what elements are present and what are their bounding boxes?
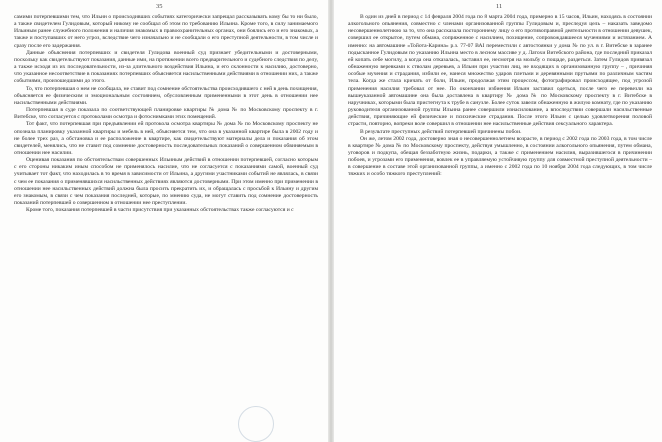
left-paragraph: самими потерпевшими тем, что Ильин о происходивших событиях категорически запрещал рассказывать кому бы то ни было, а также свидетелем Гулидовым, который никому не сообщал об этом по требованию Ильина. Кроме того, в силу занимаемого Ильиным ранее служебного положения и наличия знакомых в правоохранительных органах, они боялись его и его знакомых, а также и поступавших от него угроз, вследствие чего изначально и не сообщали о его преступной деятельности, в том числе и сразу после его задержания. [14, 14, 318, 49]
official-stamp [238, 406, 274, 442]
left-paragraph: Оценивая показания по обстоятельствам совершенных Ильиным действий в отношении потерпевшей, согласно которым с его стороны никаким иным способом не применялось насилие, что не согласуется с показаниями самой, военный суд учитывает тот факт, что находилась в то время в зависимости от Ильина, а другими участниками событий не являлась, в связи с чем ее показания о применявшихся насильственных действиях являются достоверными. При этом именно при применении в отношении нее насильственных действий должна была просить прекратить их, и обращалась с просьбой к Ильину и другим его знакомым, в связи с чем показания последней, которые, по мнению суда, не могут ставить под сомнение достоверность показаний потерпевшей о совершенном в отношении нее преступлении. [14, 157, 318, 207]
right-page-text [348, 14, 652, 179]
left-paragraph: То, что потерпевшая о нем не сообщала, не ставит под сомнение обстоятельства происходившего с ней в день похищения, объясняется ее физическим и эмоциональным состоянием, обусловленным примененными в этот день в отношении нее насильственными действиями. [14, 85, 318, 106]
right-paragraph: В результате преступных действий потерпевшей причинены побои. [360, 128, 522, 135]
right-page-number: 11 [496, 3, 503, 10]
left-paragraph: Потерпевшая в суде показала по соответствующей планировке квартиры № дома № по Московскому проспекту в г. Витебске, что согласуется с протоколами осмотра и фотоснимками этих помещений. [14, 107, 318, 121]
left-page-number: 35 [156, 3, 163, 10]
right-paragraph: Он же, летом 2002 года, достоверно зная о несовершеннолетнем возрасте, в период с 2002 года по 2003 года, в том числе в квартире № дома № по Московскому проспекту, действуя умышленно, в состоянии алкогольного опьянения, путем обмана, уговоров и подкупа, обещая беззаботную жизнь, подарки, а также с применением насилия, выразившегося в причинении побоев, и угрозами его применения, вовлек ее в управляемую устойчивую группу для совместной преступной деятельности – в совершение в составе этой организованной группы, а именно с 2002 года по 10 ноября 2004 года следующих, в том числе тяжких и особо тяжкого преступлений: [348, 135, 652, 178]
left-paragraph: Данные объяснения потерпевших и свидетеля Гулидова военный суд признает убедительными и достоверными, поскольку как свидетельствуют показания, данные ими, на протяжении всего предварительного и судебного следствия по делу, а также исходя из их последовательности, из-за длительного воздействия Ильина, и его склонности к насилию, достоверно, что указанное несоответствие в показаниях потерпевших объясняется насильственными действиями в отношении них, а также событиями, произошедшими до этого. [14, 49, 318, 85]
right-paragraph: В один из дней в период с 14 февраля 2004 года по 8 марта 2004 года, примерно в 15 часов, Ильин, находясь в состоянии алкогольного опьянения, совместно с членами организованной группы Гулидовым и, преследуя цель – наказать заведомо несовершеннолетнюю за то, что она рассказала постороннему лицу о его противоправной деятельности в отношении девушек, совершил ее открытое, путем обмана, сопряженное с насилием, похищение, сопровождавшееся мучениями и истязанием. А именно: на автомашине «Тойота-Карина» р.з. 77-07 ВАI переместили с автостоянки у дома № по ул. в г. Витебске в заранее подысканное Гулидовым по указанию Ильина место в лесном массиве у д. Латохи Витебского района, где последний приказал ей копать себе могилу, а когда она отказалась, заставил ее, несмотря на мольбу о пощаде, раздеться. Затем Гулидов привязал обнаженную веревками к стволам деревьев, а Ильин при участии лиц, не входящих в организованную группу – , причиняя особые мучения и страдания, избили ее, нанеся множество ударов плетьми и деревянными прутьями по различным частям тела. Когда же стала кричать от боли, Ильин, продолжая этим процессом, фотографировал происходящее, под угрозой применения насилия требовал от нее. По окончании избиения Ильин заставил одеться, после чего ее перевезли на вышеуказанной автомашине она была доставлена в квартиру № дома № по Московскому проспекту в г. Витебске в наручниках, которыми была пристегнута к трубе в санузле. Более суток завели обнаженную в жилую комнату, где по указанию руководителя организованной группы Ильина ранее совершили изнасилование, а впоследствии совершали насильственные действия, причиняющие ей физические и психические страдания. После этого Ильин с целью удовлетворения половой страсти, повторно, вопреки воле совершил в отношении нее насильственные действия сексуального характера. [348, 14, 652, 128]
left-paragraph: Тот факт, что потерпевшая при предъявлении ей протокола осмотра квартиры № дома № по Московскому проспекту не опознала планировку указанной квартиры и мебель в ней, объясняется тем, что она в указанной квартире была в 2002 году и не более трех раз, а обстановка и ее расположение в квартире, как свидетельствуют материалы дела и показания об этом свидетелей, менялись, что не ставит под сомнение достоверность последовательных показаний о совершенном обвиняемым в отношении нее насилии. [14, 121, 318, 156]
left-page-text [14, 14, 318, 214]
left-paragraph: Кроме того, показания потерпевшей в части присутствия при указанных обстоятельствах также согласуются и с [26, 207, 294, 214]
left-page [0, 0, 328, 442]
right-page [334, 0, 662, 442]
